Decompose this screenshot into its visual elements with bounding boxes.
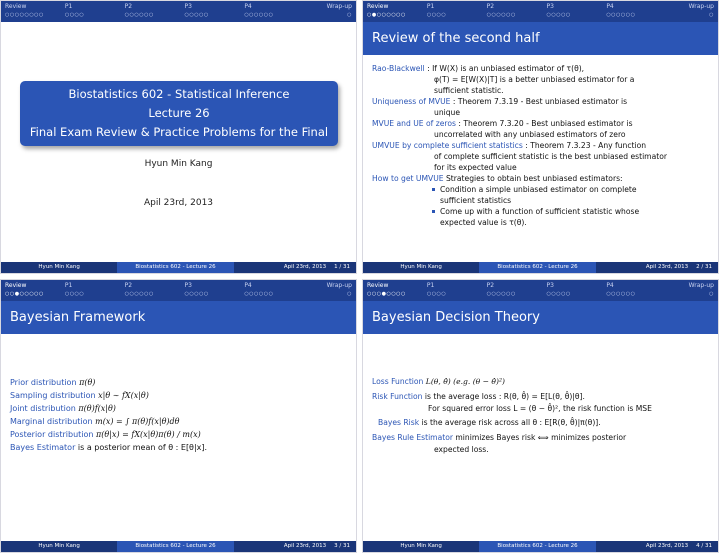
footer-course: Biostatistics 602 - Lecture 26 bbox=[479, 262, 595, 273]
nav-wrapup[interactable]: Wrap-up ○ bbox=[688, 3, 714, 18]
footer-author: Hyun Min Kang bbox=[1, 262, 117, 273]
nav-review[interactable]: Review ○●○○○○○○ bbox=[367, 3, 406, 18]
frame-title: Review of the second half bbox=[363, 22, 718, 55]
nav-bar bbox=[363, 1, 718, 22]
footer-date-page: Apil 23rd, 2013 1 / 31 bbox=[234, 262, 356, 273]
title-line3: Final Exam Review & Practice Problems for the Final bbox=[29, 125, 329, 139]
author-name: Hyun Min Kang bbox=[144, 159, 213, 169]
ue-line: MVUE and UE of zeros : Theorem 7.3.20 - Best unbiased estimator is bbox=[372, 119, 633, 128]
footer-course: Biostatistics 602 - Lecture 26 bbox=[117, 262, 233, 273]
nav-p3[interactable]: P3 ○○○○○ bbox=[546, 282, 571, 297]
page-number: 3 / 31 bbox=[334, 543, 350, 549]
rb-line1: Rao-Blackwell : If W(X) is an unbiased estimator of τ(θ), bbox=[372, 64, 585, 73]
decision-content: Loss Function L(θ, θ̂) (e.g. (θ − θ̂)²) Risk Function is the average loss : R(θ, θ̂) = E[L(θ, θ̂)|θ]. For squared error loss L = (θ − θ̂)², the risk function is MSE Bayes Risk is the average risk across all θ : E[R(θ, θ̂)|π(θ)]. Bayes Rule Estimator minimizes Bayes risk ⟺ minimizes posterior expected loss. bbox=[372, 377, 652, 454]
footer-date-page: Apil 23rd, 2013 4 / 31 bbox=[596, 541, 718, 552]
footer bbox=[1, 541, 356, 552]
nav-wrapup[interactable]: Wrap-up ○ bbox=[688, 282, 714, 297]
page-number: 4 / 31 bbox=[696, 543, 712, 549]
footer-author: Hyun Min Kang bbox=[363, 541, 479, 552]
footer bbox=[1, 262, 356, 273]
review-content: Rao-Blackwell : If W(X) is an unbiased estimator of τ(θ), φ(T) = E[W(X)|T] is a better unbiased estimator for a sufficient statistic. Uniqueness of MVUE : Theorem 7.3.19 - Best unbiased estimator is unique MVUE and UE of zeros : Theorem 7.3.20 - Best unbiased estimator is uncorrelated with any unbiased estimators of zero UMVUE by complete sufficient statistics : Theorem 7.3.23 - Any function of complete sufficient statistic is the best unbiased estimator for its expected value How to get UMVUE Strategies to obtain best unbiased estimators: Condition a simple unbiased estimator on complete sufficient statistics Come up with a function of sufficient statistic whose expected value is τ(θ). bbox=[372, 63, 710, 228]
nav-p3[interactable]: P3 ○○○○○ bbox=[546, 3, 571, 18]
footer-course: Biostatistics 602 - Lecture 26 bbox=[479, 541, 595, 552]
page-number: 2 / 31 bbox=[696, 264, 712, 270]
nav-p4[interactable]: P4 ○○○○○○ bbox=[244, 282, 274, 297]
nav-p4[interactable]: P4 ○○○○○○ bbox=[244, 3, 274, 18]
nav-review[interactable]: Review ○○○●○○○○ bbox=[367, 282, 406, 297]
nav-p2[interactable]: P2 ○○○○○○ bbox=[124, 3, 154, 18]
nav-wrapup[interactable]: Wrap-up ○ bbox=[326, 282, 352, 297]
nav-p2[interactable]: P2 ○○○○○○ bbox=[124, 282, 154, 297]
nav-bar bbox=[1, 1, 356, 22]
footer-date-page: Apil 23rd, 2013 3 / 31 bbox=[234, 541, 356, 552]
footer-author: Hyun Min Kang bbox=[1, 541, 117, 552]
nav-p1[interactable]: P1 ○○○○ bbox=[426, 3, 447, 18]
lecture-date: Apil 23rd, 2013 bbox=[143, 198, 214, 208]
slide-review[interactable] bbox=[362, 0, 719, 274]
nav-bar bbox=[1, 280, 356, 301]
nav-p3[interactable]: P3 ○○○○○ bbox=[184, 282, 209, 297]
nav-p1[interactable]: P1 ○○○○ bbox=[426, 282, 447, 297]
footer-date-page: Apil 23rd, 2013 2 / 31 bbox=[596, 262, 718, 273]
list-item: Condition a simple unbiased estimator on complete bbox=[440, 184, 710, 195]
hg-line: How to get UMVUE Strategies to obtain best unbiased estimators: bbox=[372, 174, 623, 183]
title-line2: Lecture 26 bbox=[148, 106, 210, 120]
list-item: Come up with a function of sufficient statistic whose bbox=[440, 206, 710, 217]
nav-p4[interactable]: P4 ○○○○○○ bbox=[606, 282, 636, 297]
frame-title: Bayesian Framework bbox=[1, 301, 356, 334]
framework-content: Prior distribution π(θ) Sampling distribution x|θ ∼ fX(x|θ) Joint distribution π(θ)f(x|θ) Marginal distribution m(x) = ∫ π(θ)f(x|θ)dθ Posterior distribution π(θ|x) = fX(x|θ)π(θ) / m(x) Bayes Estimator is a posterior mean of θ : E[θ|x]. bbox=[10, 378, 208, 452]
title-box bbox=[20, 81, 338, 146]
nav-review[interactable]: Review ○○○○○○○○ bbox=[5, 3, 44, 18]
um-line: Uniqueness of MVUE : Theorem 7.3.19 - Best unbiased estimator is bbox=[372, 97, 628, 106]
nav-p2[interactable]: P2 ○○○○○○ bbox=[486, 282, 516, 297]
nav-p3[interactable]: P3 ○○○○○ bbox=[184, 3, 209, 18]
footer-author: Hyun Min Kang bbox=[363, 262, 479, 273]
footer bbox=[363, 541, 718, 552]
frame-title: Bayesian Decision Theory bbox=[363, 301, 718, 334]
nav-wrapup[interactable]: Wrap-up ○ bbox=[326, 3, 352, 18]
nav-p2[interactable]: P2 ○○○○○○ bbox=[486, 3, 516, 18]
nav-p4[interactable]: P4 ○○○○○○ bbox=[606, 3, 636, 18]
footer bbox=[363, 262, 718, 273]
nav-review[interactable]: Review ○○●○○○○○ bbox=[5, 282, 44, 297]
nav-p1[interactable]: P1 ○○○○ bbox=[64, 3, 85, 18]
slide-bayesian-decision[interactable] bbox=[362, 279, 719, 553]
title-line1: Biostatistics 602 - Statistical Inference bbox=[68, 87, 290, 101]
slide-title[interactable] bbox=[0, 0, 357, 274]
footer-course: Biostatistics 602 - Lecture 26 bbox=[117, 541, 233, 552]
strategy-list: Condition a simple unbiased estimator on complete sufficient statistics Come up with a function of sufficient statistic whose expected value is τ(θ). bbox=[372, 184, 710, 228]
page-number: 1 / 31 bbox=[334, 264, 350, 270]
cs-line: UMVUE by complete sufficient statistics : Theorem 7.3.23 - Any function bbox=[372, 141, 647, 150]
slide-bayesian-framework[interactable] bbox=[0, 279, 357, 553]
nav-bar bbox=[363, 280, 718, 301]
nav-p1[interactable]: P1 ○○○○ bbox=[64, 282, 85, 297]
